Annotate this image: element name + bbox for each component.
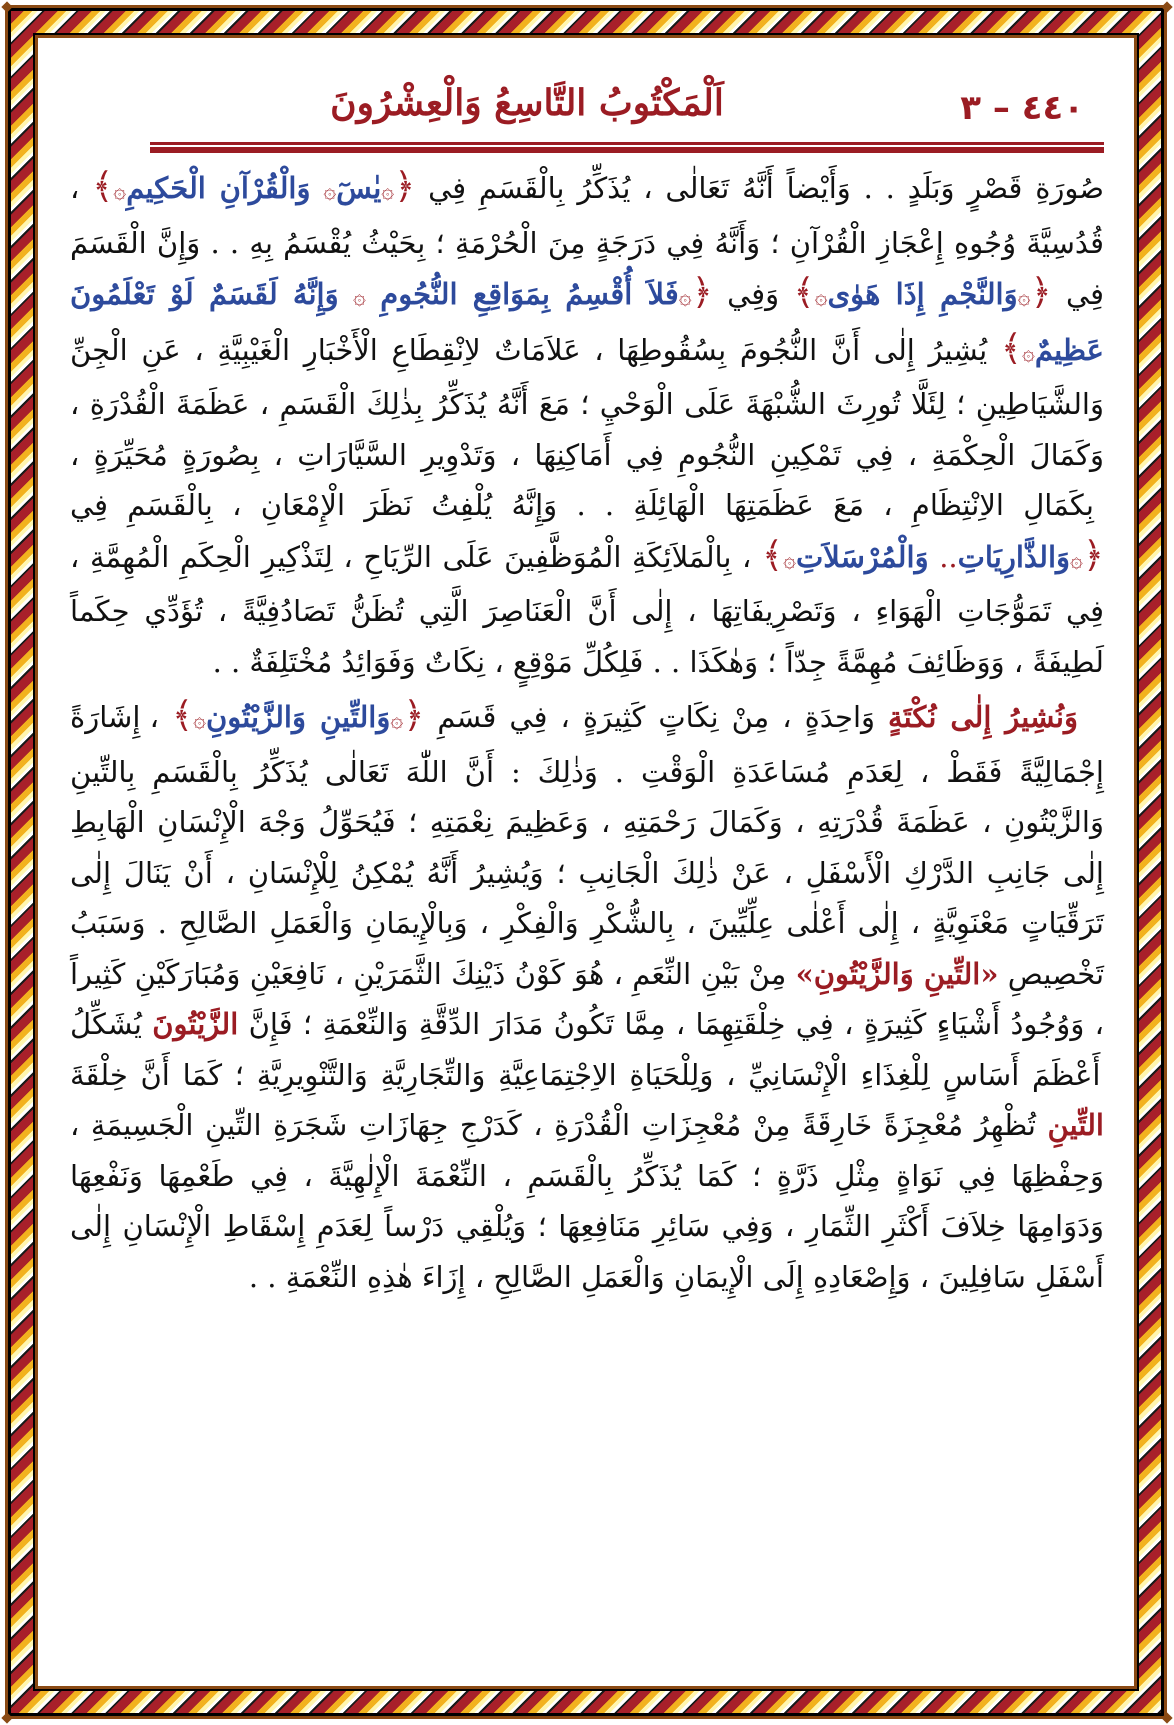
rosette-icon: ۞: [1070, 547, 1083, 573]
highlighted-word: الزَّيْتُونَ: [152, 1007, 239, 1041]
rosette-icon: ۞: [1021, 340, 1035, 366]
rosette-icon: ۞: [381, 179, 395, 204]
header-divider: [150, 142, 1104, 152]
paragraph-1: صُورَةِ قَصْرٍ وَبَلَدٍ . . وَأَيْضاً أَنَّهُ تَعَالٰى ، يُذَكِّرُ بِالْقَسَمِ فِي ﴿۞يٰسٓ۞ وَالْقُرْآنِ الْحَكِيمِ۞﴾ ، قُدُسِيَّةَ وُجُوهِ إِعْجَازِ الْقُرْآنِ ؛ وَأَنَّهُ فِي دَرَجَةٍ مِنَ الْحُرْمَةِ ؛ بِحَيْثُ يُقْسَمُ بِهِ . . وَإِنَّ الْقَسَمَ فِي ﴿۞وَالنَّجْمِ إِذَا هَوٰى۞﴾ وَفِي ﴿۞فَلاَ أُقْسِمُ بِمَوَاقِعِ النُّجُومِ ۞ وَإِنَّهُ لَقَسَمٌ لَوْ تَعْلَمُونَ عَظِيمٌ۞﴾ يُشِيرُ إِلٰى أَنَّ النُّجُومَ بِسُقُوطِهَا ، عَلاَمَاتٌ لاِنْقِطَاعِ الْأَخْبَارِ الْغَيْبِيَّةِ ، عَنِ الْجِنِّ وَالشَّيَاطِينِ ؛ لِئَلَّا تُورِثَ الشُّبْهَةَ عَلَى الْوَحْيِ ؛ مَعَ أَنَّهُ يُذَكِّرُ بِذٰلِكَ الْقَسَمِ ، عَظَمَةَ الْقُدْرَةِ ، وَكَمَالَ الْحِكْمَةِ ، فِي تَمْكِينِ النُّجُومِ فِي أَمَاكِنِهَا ، وَتَدْوِيرِ السَّيَّارَاتِ ، بِصُورَةٍ مُحَيِّرَةٍ ، بِكَمَالِ الاِنْتِظَامِ ، مَعَ عَظَمَتِهَا الْهَائِلَةِ . . وَإِنَّهُ يُلْفِتُ نَظَرَ الْإِمْعَانِ ، بِالْقَسَمِ فِي ﴿۞وَالذَّارِيَاتِ.. وَالْمُرْسَلاَتِ۞﴾ ، بِالْمَلاَئِكَةِ الْمُوَظَّفِينَ عَلَى الرِّيَاحِ ، لِتَذْكِيرِ الْحِكَمِ الْمُهِمَّةِ ، فِي تَمَوُّجَاتِ الْهَوَاءِ ، وَتَصْرِيفَاتِهَا ، إِلٰى أَنَّ الْعَنَاصِرَ الَّتِي تُظَنُّ تَصَادُفِيَّةً ، تُؤَدِّي حِكَماً لَطِيفَةً ، وَوَظَائِفَ مُهِمَّةً جِدّاً ؛ وَهٰكَذَا . . فَلِكُلِّ مَوْقِعٍ ، نِكَاتٌ وَفَوَائِدُ مُخْتَلِفَةٌ . .: [70, 166, 1105, 679]
quran-verse: وَالتِّينِ وَالزَّيْتُونِ: [205, 700, 391, 734]
close-bracket-icon: ﴾: [793, 272, 815, 313]
close-bracket-icon: ﴾: [762, 534, 784, 576]
open-bracket-icon: ﴿: [1082, 534, 1104, 576]
body-text: [70, 162, 1104, 1302]
quran-verse: وَالذَّارِيَاتِ: [957, 539, 1071, 574]
rosette-icon: ۞: [113, 179, 127, 204]
rosette-icon: ۞: [193, 708, 206, 733]
quran-verse: وَالْقُرْآنِ الْحَكِيمِ: [126, 171, 311, 205]
open-bracket-icon: ﴿: [403, 695, 425, 736]
rosette-icon: ۞: [1017, 285, 1031, 310]
quran-verse: وَإِنَّهُ لَقَسَمٌ لَوْ تَعْلَمُونَ عَظِيمٌ: [70, 277, 1104, 367]
rosette-icon: ۞: [814, 285, 828, 310]
close-bracket-icon: ﴾: [92, 166, 114, 207]
quran-verse: فَلاَ أُقْسِمُ بِمَوَاقِعِ النُّجُومِ: [380, 277, 679, 311]
open-bracket-icon: ﴿: [1030, 272, 1052, 313]
page-content: [70, 60, 1104, 1680]
quran-verse: وَالْمُرْسَلاَتِ: [796, 539, 929, 574]
rosette-icon: ۞: [678, 285, 692, 310]
close-bracket-icon: ﴾: [1000, 327, 1022, 369]
rosette-icon: ۞: [352, 285, 366, 310]
highlighted-phrase: «التِّينِ وَالزَّيْتُونِ»: [795, 956, 999, 991]
paragraph-2: وَنُشِيرُ إِلٰى نُكْتَةٍ وَاحِدَةٍ ، مِنْ نِكَاتٍ كَثِيرَةٍ ، فِي قَسَمِ ﴿۞وَالتِّينِ وَالزَّيْتُونِ۞﴾ ، إِشَارَةً إِجْمَالِيَّةً فَقَطْ ، لِعَدَمِ مُسَاعَدَةِ الْوَقْتِ . وَذٰلِكَ : أَنَّ اللّٰهَ تَعَالٰى يُذَكِّرُ بِالْقَسَمِ بِالتِّينِ وَالزَّيْتُونِ ، عَظَمَةَ قُدْرَتِهِ ، وَكَمَالَ رَحْمَتِهِ ، وَعَظِيمَ نِعْمَتِهِ ؛ فَيُحَوِّلُ وَجْهَ الْإِنْسَانِ الْهَابِطِ إِلٰى جَانِبِ الدَّرْكِ الْأَسْفَلِ ، عَنْ ذٰلِكَ الْجَانِبِ ؛ وَيُشِيرُ أَنَّهُ يُمْكِنُ لِلْإِنْسَانِ ، أَنْ يَنَالَ إِلٰى تَرَقِّيَاتٍ مَعْنَوِيَّةٍ ، إِلٰى أَعْلٰى عِلِّيِّينَ ، بِالشُّكْرِ وَالْفِكْرِ ، وَبِالْإِيمَانِ وَالْعَمَلِ الصَّالِحِ . وَسَبَبُ تَخْصِيصِ «التِّينِ وَالزَّيْتُونِ» مِنْ بَيْنِ النِّعَمِ ، هُوَ كَوْنُ ذَيْنِكَ الثَّمَرَيْنِ ، نَافِعَيْنِ وَمُبَارَكَيْنِ كَثِيراً ، وَوُجُودُ أَشْيَاءٍ كَثِيرَةٍ ، فِي خِلْقَتِهِمَا ، مِمَّا تَكُونُ مَدَارَ الدِّقَّةِ وَالنِّعْمَةِ ؛ فَإِنَّ الزَّيْتُونَ يُشَكِّلُ أَعْظَمَ أَسَاسٍ لِلْغِذَاءِ الْإِنْسَانِيِّ ، وَلِلْحَيَاةِ الاِجْتِمَاعِيَّةِ وَالتِّجَارِيَّةِ وَالتَّنْوِيرِيَّةِ ؛ كَمَا أَنَّ خِلْقَةَ التِّينِ تُظْهِرُ مُعْجِزَةً خَارِقَةً مِنْ مُعْجِزَاتِ الْقُدْرَةِ ، كَدَرْجِ جِهَازَاتِ شَجَرَةِ التِّينِ الْجَسِيمَةِ ، وَحِفْظِهَا فِي نَوَاةٍ مِثْلِ ذَرَّةٍ ؛ كَمَا يُذَكِّرُ بِالْقَسَمِ ، النِّعْمَةَ الْإِلٰهِيَّةَ ، فِي طَعْمِهَا وَنَفْعِهَا وَدَوَامِهَا خِلاَفَ أَكْثَرِ الثِّمَارِ ، وَفِي سَائِرِ مَنَافِعِهَا ؛ وَيُلْقِي دَرْساً لِعَدَمِ إِسْقَاطِ الْإِنْسَانِ إِلٰى أَسْفَلِ سَافِلِينَ ، وَإِصْعَادِهِ إِلَى الْإِيمَانِ وَالْعَمَلِ الصَّالِحِ ، إِزَاءَ هٰذِهِ النِّعْمَةِ . .: [70, 695, 1105, 1294]
page-title: اَلْمَكْتُوبُ التَّاسِعُ وَالْعِشْرُونَ: [330, 82, 724, 124]
quran-verse: وَالنَّجْمِ إِذَا هَوٰى: [827, 277, 1018, 311]
open-bracket-icon: ﴿: [394, 166, 416, 207]
page-number: ٤٤٠ – ٣: [960, 88, 1084, 128]
rosette-icon: ۞: [783, 547, 796, 573]
open-bracket-icon: ﴿: [691, 272, 713, 313]
close-bracket-icon: ﴾: [172, 695, 194, 736]
highlighted-phrase: وَنُشِيرُ إِلٰى نُكْتَةٍ: [888, 700, 1078, 734]
quran-verse: يٰسٓ: [336, 171, 382, 205]
rosette-icon: ۞: [390, 708, 404, 733]
separator-dots: ..: [939, 539, 958, 574]
highlighted-word: التِّينِ: [1047, 1108, 1104, 1142]
rosette-icon: ۞: [323, 179, 337, 204]
page-header: [70, 60, 1104, 150]
